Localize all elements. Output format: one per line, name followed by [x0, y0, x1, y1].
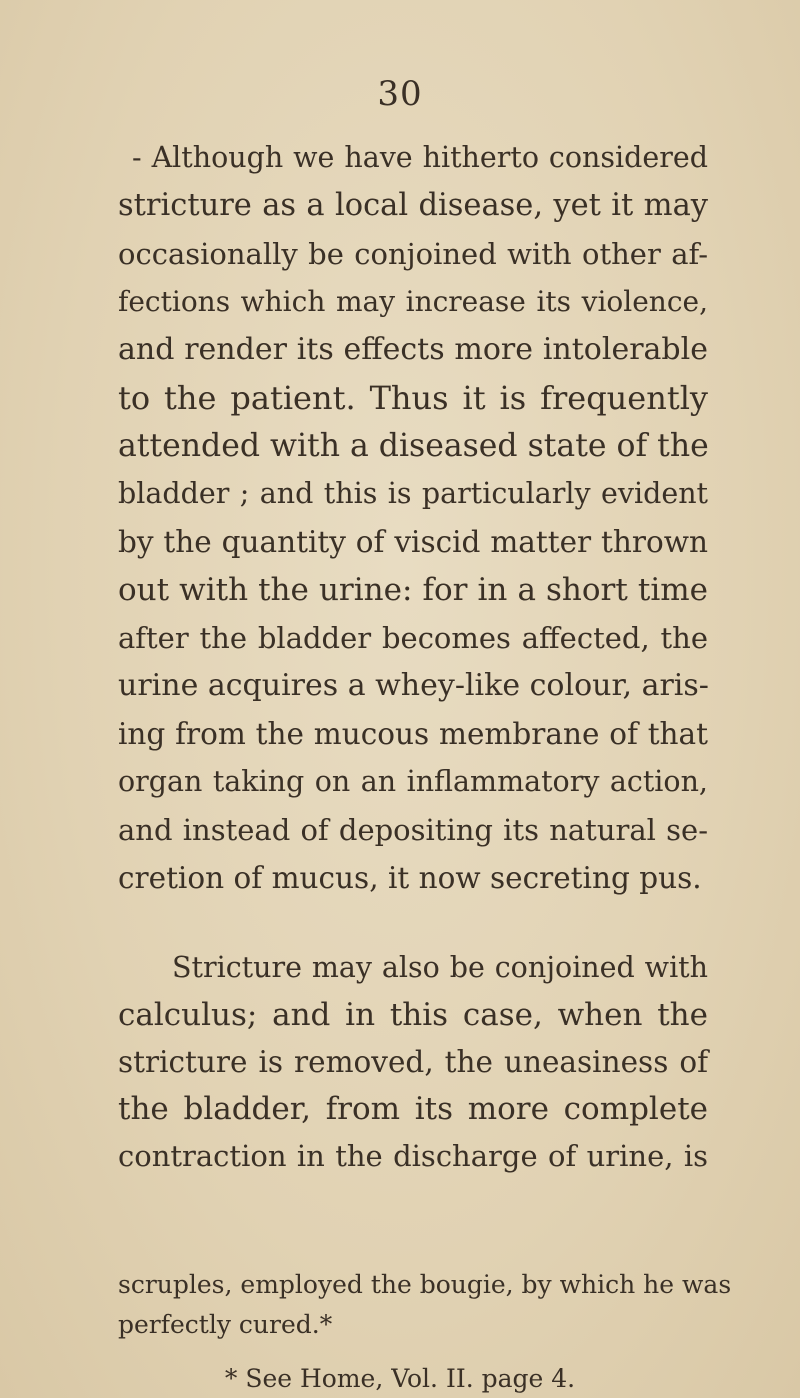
text-line: to the patient. Thus it is frequently [118, 379, 708, 417]
text-line: the bladder, from its more complete [118, 1091, 708, 1127]
text-line: urine acquires a whey-like colour, aris- [118, 668, 709, 703]
text-line: after the bladder becomes affected, the [118, 621, 708, 655]
text-line: cretion of mucus, it now secreting pus. [118, 861, 702, 895]
text-line: scruples, employed the bougie, by which he was [118, 1270, 732, 1299]
text-line: attended with a diseased state of the [118, 428, 709, 464]
text-line: calculus; and in this case, when the [118, 997, 708, 1033]
text-line: and instead of depositing its natural se- [118, 813, 708, 847]
text-line: stricture as a local disease, yet it may [118, 188, 708, 223]
text-line: contraction in the discharge of urine, is [118, 1139, 708, 1173]
text-line: out with the urine: for in a short time [118, 572, 708, 608]
text-line: perfectly cured.* [118, 1310, 333, 1339]
text-line: Stricture may also be conjoined with [172, 951, 708, 984]
page-number: 30 [377, 74, 423, 114]
text-line: and render its effects more intolerable [118, 332, 708, 367]
text-line: ing from the mucous membrane of that [118, 717, 708, 751]
text-line: by the quantity of viscid matter thrown [118, 525, 708, 559]
text-line: occasionally be conjoined with other af- [118, 237, 708, 271]
text-line: stricture is removed, the uneasiness of [118, 1045, 708, 1079]
text-line: organ taking on an inflammatory action, [118, 765, 708, 798]
text-line: - Although we have hitherto considered [132, 141, 708, 174]
text-line: bladder ; and this is particularly evident [118, 477, 708, 510]
text-line: fections which may increase its violence, [118, 285, 708, 318]
footnote: * See Home, Vol. II. page 4. [224, 1364, 576, 1393]
